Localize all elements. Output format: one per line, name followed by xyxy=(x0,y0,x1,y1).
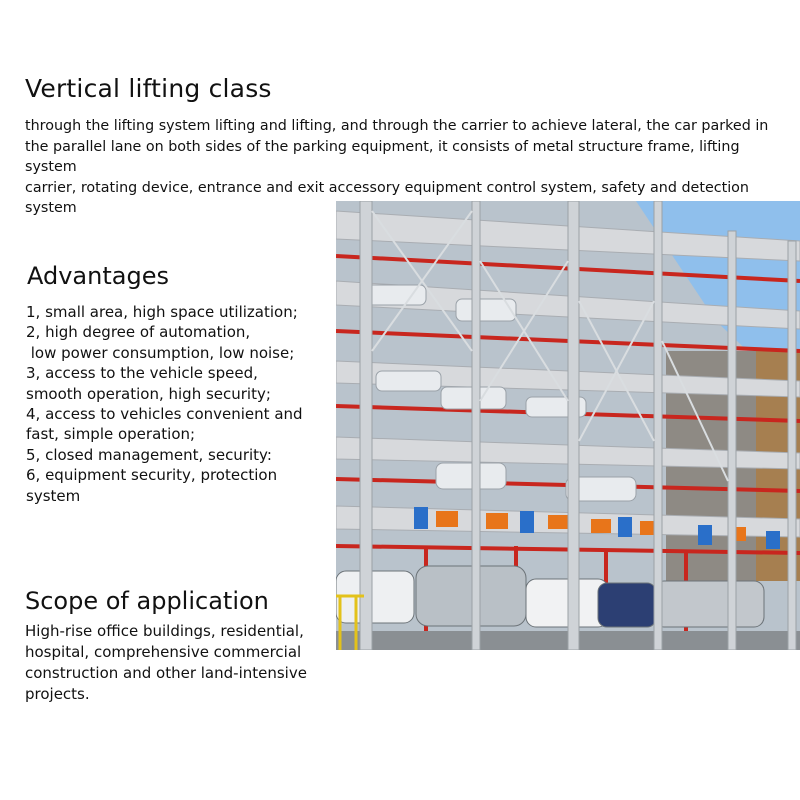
scope-line: construction and other land-intensive xyxy=(25,664,307,682)
advantage-line: 5, closed management, security: xyxy=(26,445,272,464)
page-title: Vertical lifting class xyxy=(25,74,272,103)
scope-line: hospital, comprehensive commercial xyxy=(25,643,302,661)
scope-heading: Scope of application xyxy=(25,587,269,615)
advantage-line: 1, small area, high space utilization; xyxy=(26,303,298,321)
parking-tower-illustration xyxy=(336,201,800,650)
intro-line: through the lifting system lifting and lifting, and through the carrier to achieve lateral, the car parked in xyxy=(25,118,769,134)
scope-paragraph xyxy=(25,621,325,705)
advantage-line: 6, equipment security, protection xyxy=(26,466,278,485)
parking-tower-photo xyxy=(336,201,800,650)
advantage-line: 2, high degree of automation, xyxy=(26,323,251,342)
scope-line: High-rise office buildings, residential, xyxy=(25,622,304,640)
advantage-line: low power consumption, low noise; xyxy=(26,343,295,362)
advantage-line: fast, simple operation; xyxy=(26,425,196,444)
advantage-line: 4, access to vehicles convenient and xyxy=(26,405,303,424)
intro-line: carrier, rotating device, entrance and exit accessory equipment control system, safety and detection system xyxy=(25,179,749,216)
scope-line: projects. xyxy=(25,685,90,703)
advantage-line: 3, access to the vehicle speed, xyxy=(26,364,258,383)
intro-line: the parallel lane on both sides of the parking equipment, it consists of metal structure frame, lifting system xyxy=(25,138,740,175)
advantages-list xyxy=(26,302,326,506)
advantage-line: system xyxy=(26,486,81,505)
advantages-heading: Advantages xyxy=(27,262,169,290)
advantage-line: smooth operation, high security; xyxy=(26,384,271,403)
